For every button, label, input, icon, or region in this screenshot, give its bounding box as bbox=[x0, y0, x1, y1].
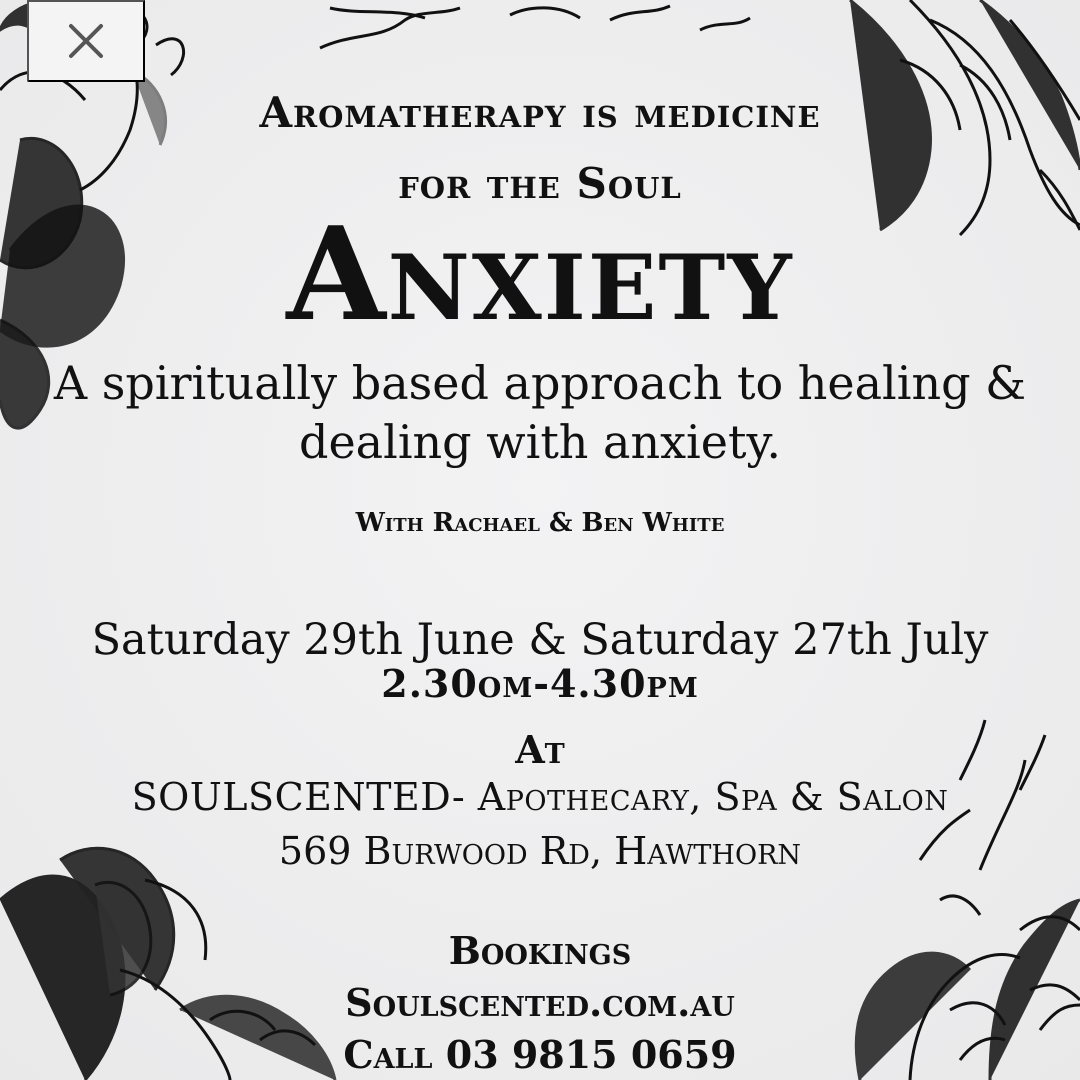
venue-name: SOULSCENTED- Apothecary, Spa & Salon bbox=[131, 775, 949, 819]
subtitle-line-2: dealing with anxiety. bbox=[299, 415, 781, 469]
phone-number: Call 03 9815 0659 bbox=[343, 1032, 737, 1077]
bookings-label: Bookings bbox=[448, 928, 632, 973]
close-icon bbox=[65, 20, 107, 62]
close-button[interactable] bbox=[27, 0, 145, 82]
website-link: Soulscented.com.au bbox=[345, 980, 735, 1025]
title-anxiety: Anxiety bbox=[286, 200, 794, 350]
presenters: With Rachael & Ben White bbox=[355, 508, 725, 538]
event-time: 2.30om-4.30pm bbox=[381, 661, 699, 706]
event-dates: Saturday 29th June & Saturday 27th July bbox=[91, 615, 989, 665]
at-label: At bbox=[515, 727, 565, 772]
heading-line-1: Aromatherapy is medicine bbox=[259, 88, 821, 137]
heading-line-2: for the Soul bbox=[398, 159, 682, 208]
venue-address: 569 Burwood Rd, Hawthorn bbox=[278, 829, 802, 873]
subtitle-line-1: A spiritually based approach to healing & bbox=[53, 356, 1027, 410]
